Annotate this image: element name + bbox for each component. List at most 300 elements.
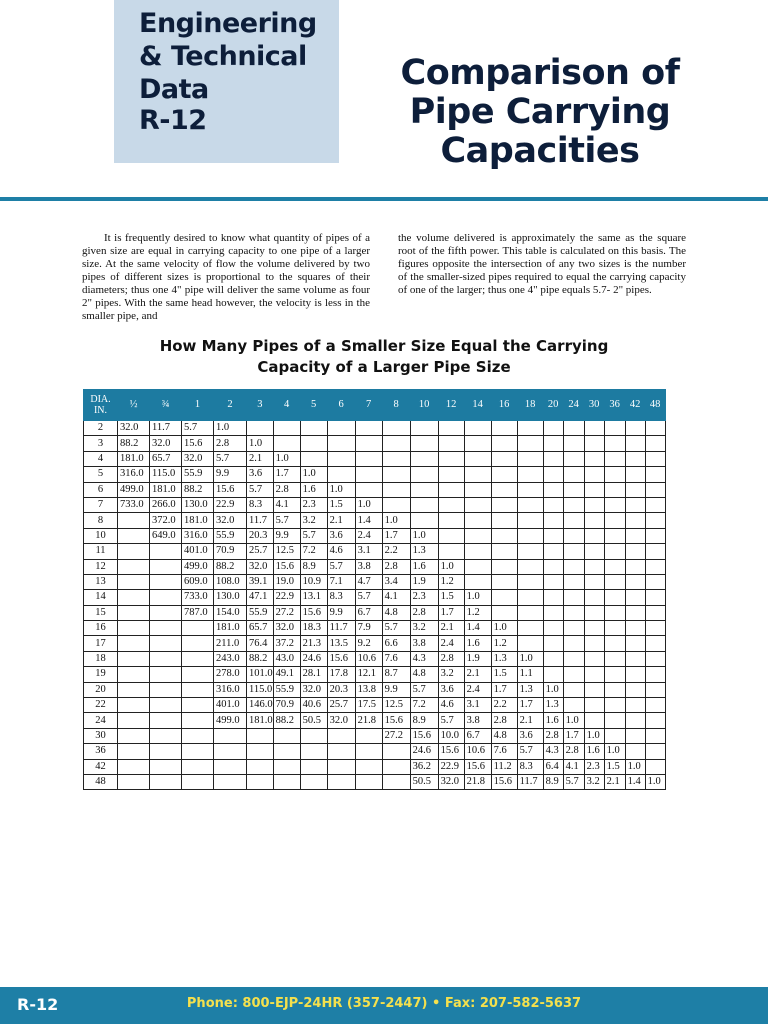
table-cell	[182, 667, 214, 682]
table-cell	[645, 467, 665, 482]
table-cell: 2.4	[438, 636, 464, 651]
table-cell	[517, 497, 543, 512]
table-cell: 1.9	[464, 651, 491, 666]
table-cell: 5.7	[273, 513, 300, 528]
table-cell: 1.0	[300, 467, 327, 482]
table-cell	[584, 590, 604, 605]
table-cell	[625, 621, 645, 636]
table-cell	[410, 497, 438, 512]
table-cell: 130.0	[182, 497, 214, 512]
table-cell: 1.6	[410, 559, 438, 574]
table-cell: 2.8	[491, 713, 517, 728]
table-cell	[464, 513, 491, 528]
table-cell: 36.2	[410, 759, 438, 774]
table-cell: 1.7	[273, 467, 300, 482]
table-cell: 15.6	[327, 651, 355, 666]
table-cell: 22.9	[273, 590, 300, 605]
table-cell: 316.0	[118, 467, 150, 482]
table-cell	[150, 744, 182, 759]
table-cell	[491, 436, 517, 451]
table-cell	[150, 698, 182, 713]
table-cell: 15.6	[438, 744, 464, 759]
table-cell: 55.9	[214, 528, 247, 543]
table-cell	[150, 651, 182, 666]
table-title-line-2: Capacity of a Larger Pipe Size	[257, 358, 511, 376]
table-cell	[382, 482, 410, 497]
table-cell	[543, 513, 563, 528]
table-cell: 40.6	[300, 698, 327, 713]
table-cell	[182, 636, 214, 651]
table-cell: 154.0	[214, 605, 247, 620]
table-cell: 1.5	[438, 590, 464, 605]
row-diameter: 48	[84, 774, 118, 789]
table-cell	[625, 682, 645, 697]
table-cell	[382, 467, 410, 482]
table-row	[84, 667, 666, 682]
table-cell: 3.8	[464, 713, 491, 728]
table-row	[84, 713, 666, 728]
table-cell	[150, 682, 182, 697]
table-cell: 115.0	[247, 682, 274, 697]
table-cell: 8.3	[247, 497, 274, 512]
table-cell: 13.8	[355, 682, 382, 697]
table-cell	[604, 528, 625, 543]
row-diameter: 15	[84, 605, 118, 620]
table-cell: 3.2	[300, 513, 327, 528]
table-cell	[645, 559, 665, 574]
table-cell	[563, 421, 584, 436]
table-cell: 115.0	[150, 467, 182, 482]
row-diameter: 6	[84, 482, 118, 497]
header-line-engineering: Engineering	[139, 8, 317, 39]
table-cell: 278.0	[214, 667, 247, 682]
table-cell	[410, 451, 438, 466]
table-cell	[491, 544, 517, 559]
table-cell	[625, 497, 645, 512]
table-cell: 2.8	[214, 436, 247, 451]
table-cell: 1.7	[563, 728, 584, 743]
table-cell	[517, 436, 543, 451]
table-cell: 88.2	[182, 482, 214, 497]
table-cell	[118, 713, 150, 728]
table-cell	[563, 528, 584, 543]
table-cell	[464, 467, 491, 482]
table-cell: 243.0	[214, 651, 247, 666]
table-cell: 1.3	[517, 682, 543, 697]
table-cell	[491, 574, 517, 589]
table-cell: 5.7	[517, 744, 543, 759]
table-cell: 22.9	[214, 497, 247, 512]
row-diameter: 22	[84, 698, 118, 713]
table-cell	[625, 482, 645, 497]
table-cell	[563, 682, 584, 697]
table-cell: 1.3	[491, 651, 517, 666]
table-cell: 1.4	[355, 513, 382, 528]
table-cell	[584, 559, 604, 574]
table-cell: 50.5	[300, 713, 327, 728]
table-cell	[584, 482, 604, 497]
table-cell: 4.3	[543, 744, 563, 759]
table-cell: 787.0	[182, 605, 214, 620]
table-cell	[410, 467, 438, 482]
table-cell	[604, 728, 625, 743]
table-cell	[645, 713, 665, 728]
table-cell	[517, 636, 543, 651]
table-cell: 2.2	[491, 698, 517, 713]
row-diameter: 14	[84, 590, 118, 605]
table-cell	[355, 421, 382, 436]
table-cell	[382, 451, 410, 466]
row-diameter: 42	[84, 759, 118, 774]
column-header: 36	[604, 390, 625, 421]
table-cell	[273, 421, 300, 436]
table-cell: 733.0	[118, 497, 150, 512]
table-cell	[464, 421, 491, 436]
table-cell: 37.2	[273, 636, 300, 651]
column-header: 12	[438, 390, 464, 421]
table-cell	[182, 744, 214, 759]
table-cell	[182, 698, 214, 713]
table-row	[84, 759, 666, 774]
table-cell: 1.0	[584, 728, 604, 743]
table-cell	[491, 467, 517, 482]
table-cell: 7.9	[355, 621, 382, 636]
table-cell	[355, 451, 382, 466]
table-cell	[327, 744, 355, 759]
row-diameter: 19	[84, 667, 118, 682]
table-cell	[563, 436, 584, 451]
table-cell: 32.0	[247, 559, 274, 574]
table-cell: 1.6	[300, 482, 327, 497]
table-cell: 372.0	[150, 513, 182, 528]
table-cell: 1.9	[410, 574, 438, 589]
table-cell: 3.2	[438, 667, 464, 682]
table-cell	[517, 467, 543, 482]
table-cell: 733.0	[182, 590, 214, 605]
table-cell: 21.3	[300, 636, 327, 651]
table-cell: 55.9	[247, 605, 274, 620]
table-cell	[300, 759, 327, 774]
table-cell	[604, 651, 625, 666]
table-cell	[150, 559, 182, 574]
table-cell	[355, 744, 382, 759]
table-cell	[604, 513, 625, 528]
column-header: 18	[517, 390, 543, 421]
table-cell: 2.1	[604, 774, 625, 789]
table-cell: 43.0	[273, 651, 300, 666]
column-header: 20	[543, 390, 563, 421]
table-cell: 6.7	[355, 605, 382, 620]
table-row	[84, 574, 666, 589]
table-cell: 3.2	[584, 774, 604, 789]
table-cell	[543, 559, 563, 574]
table-cell: 499.0	[118, 482, 150, 497]
table-cell	[625, 744, 645, 759]
intro-paragraph-left: It is frequently desired to know what quantity of pipes of a given size are equal in carrying capacity to one pipe of a larger size. At the same velocity of flow the volume delivered by two pipes of different sizes is proportional to the squares of their diameters; thus one 4" pipe will deliver the same volume as four 2" pipes. With the same head however, the velocity is less in the smaller pipe, and	[82, 232, 370, 322]
table-cell: 39.1	[247, 574, 274, 589]
row-diameter: 17	[84, 636, 118, 651]
table-cell	[604, 451, 625, 466]
table-cell: 9.9	[327, 605, 355, 620]
table-cell	[517, 559, 543, 574]
table-cell	[517, 482, 543, 497]
table-cell: 2.1	[327, 513, 355, 528]
table-cell: 3.8	[410, 636, 438, 651]
table-cell	[491, 497, 517, 512]
table-cell: 55.9	[182, 467, 214, 482]
table-cell	[438, 528, 464, 543]
table-cell	[604, 467, 625, 482]
table-cell	[584, 667, 604, 682]
column-header: 48	[645, 390, 665, 421]
table-cell	[543, 482, 563, 497]
table-header-row	[84, 390, 666, 421]
table-cell	[382, 421, 410, 436]
page-title-line-1: Comparison of	[400, 53, 680, 93]
table-cell	[464, 528, 491, 543]
table-cell	[464, 451, 491, 466]
table-row	[84, 497, 666, 512]
table-cell	[118, 528, 150, 543]
table-row	[84, 744, 666, 759]
table-cell	[604, 482, 625, 497]
table-cell: 2.1	[247, 451, 274, 466]
table-cell: 9.2	[355, 636, 382, 651]
table-cell	[517, 590, 543, 605]
table-cell	[150, 636, 182, 651]
table-cell: 1.0	[382, 513, 410, 528]
table-cell: 2.3	[584, 759, 604, 774]
table-cell	[543, 667, 563, 682]
table-cell: 4.6	[327, 544, 355, 559]
column-header: 5	[300, 390, 327, 421]
column-header: 30	[584, 390, 604, 421]
table-cell	[563, 621, 584, 636]
table-cell: 5.7	[214, 451, 247, 466]
row-diameter: 12	[84, 559, 118, 574]
header-rule	[0, 197, 768, 201]
table-cell	[543, 636, 563, 651]
table-cell: 10.6	[464, 744, 491, 759]
table-cell	[625, 451, 645, 466]
table-cell: 15.6	[182, 436, 214, 451]
table-cell: 17.5	[355, 698, 382, 713]
table-cell	[355, 759, 382, 774]
table-cell: 17.8	[327, 667, 355, 682]
table-cell: 7.6	[382, 651, 410, 666]
table-cell: 20.3	[327, 682, 355, 697]
table-cell	[150, 621, 182, 636]
table-row	[84, 698, 666, 713]
table-cell	[327, 759, 355, 774]
table-cell: 88.2	[247, 651, 274, 666]
row-diameter: 11	[84, 544, 118, 559]
table-cell: 32.0	[182, 451, 214, 466]
table-cell	[150, 774, 182, 789]
table-row	[84, 467, 666, 482]
column-header: ½	[118, 390, 150, 421]
table-cell: 32.0	[300, 682, 327, 697]
table-cell: 24.6	[300, 651, 327, 666]
table-cell: 499.0	[214, 713, 247, 728]
table-cell: 9.9	[382, 682, 410, 697]
table-cell	[604, 497, 625, 512]
table-cell	[118, 682, 150, 697]
table-cell: 20.3	[247, 528, 274, 543]
table-cell: 11.7	[150, 421, 182, 436]
table-cell	[410, 513, 438, 528]
footer-contact: Phone: 800-EJP-24HR (357-2447) • Fax: 207-582-5637	[186, 996, 582, 1011]
table-cell	[563, 559, 584, 574]
table-cell	[118, 698, 150, 713]
table-cell: 11.2	[491, 759, 517, 774]
table-cell: 65.7	[150, 451, 182, 466]
table-cell: 2.3	[300, 497, 327, 512]
table-cell	[355, 436, 382, 451]
row-diameter: 36	[84, 744, 118, 759]
column-header: 14	[464, 390, 491, 421]
table-cell	[543, 497, 563, 512]
table-cell: 6.7	[464, 728, 491, 743]
table-cell: 15.6	[214, 482, 247, 497]
table-cell: 101.0	[247, 667, 274, 682]
table-cell	[182, 713, 214, 728]
table-cell: 1.0	[355, 497, 382, 512]
table-cell	[604, 421, 625, 436]
table-cell	[645, 513, 665, 528]
table-cell	[625, 513, 645, 528]
table-cell: 32.0	[327, 713, 355, 728]
table-cell: 12.5	[273, 544, 300, 559]
table-row	[84, 682, 666, 697]
table-cell	[563, 544, 584, 559]
table-cell	[247, 421, 274, 436]
table-cell: 8.3	[517, 759, 543, 774]
table-cell: 6.4	[543, 759, 563, 774]
table-cell: 88.2	[118, 436, 150, 451]
table-cell	[273, 774, 300, 789]
table-cell: 2.1	[517, 713, 543, 728]
table-cell: 5.7	[327, 559, 355, 574]
table-cell: 1.0	[214, 421, 247, 436]
table-cell: 4.8	[382, 605, 410, 620]
table-cell	[491, 421, 517, 436]
page-title-line-3: Capacities	[440, 131, 640, 171]
page-title-line-2: Pipe Carrying	[409, 92, 671, 132]
table-cell: 1.1	[517, 667, 543, 682]
table-cell: 1.5	[327, 497, 355, 512]
column-header: 10	[410, 390, 438, 421]
table-cell: 9.9	[214, 467, 247, 482]
table-cell: 32.0	[438, 774, 464, 789]
table-cell	[150, 574, 182, 589]
table-cell	[625, 544, 645, 559]
table-cell: 5.7	[182, 421, 214, 436]
table-cell	[118, 605, 150, 620]
table-cell	[604, 544, 625, 559]
table-cell	[584, 605, 604, 620]
table-cell: 4.1	[273, 497, 300, 512]
table-cell: 10.0	[438, 728, 464, 743]
table-cell	[118, 651, 150, 666]
table-cell: 1.5	[491, 667, 517, 682]
table-cell	[182, 774, 214, 789]
table-cell	[214, 744, 247, 759]
table-cell	[491, 605, 517, 620]
table-cell	[118, 774, 150, 789]
table-cell	[491, 590, 517, 605]
table-cell: 211.0	[214, 636, 247, 651]
table-cell: 2.2	[382, 544, 410, 559]
table-cell: 32.0	[150, 436, 182, 451]
table-cell	[273, 436, 300, 451]
table-cell: 1.6	[584, 744, 604, 759]
table-cell: 2.8	[438, 651, 464, 666]
table-cell: 15.6	[382, 713, 410, 728]
table-cell: 1.7	[382, 528, 410, 543]
table-cell: 7.1	[327, 574, 355, 589]
table-cell	[464, 436, 491, 451]
table-cell	[645, 636, 665, 651]
column-header: 42	[625, 390, 645, 421]
table-cell	[150, 590, 182, 605]
table-cell: 2.8	[273, 482, 300, 497]
row-diameter: 4	[84, 451, 118, 466]
table-cell	[300, 728, 327, 743]
table-cell: 32.0	[118, 421, 150, 436]
table-cell	[645, 759, 665, 774]
table-cell: 2.8	[382, 559, 410, 574]
table-cell	[438, 421, 464, 436]
table-cell	[182, 728, 214, 743]
table-cell	[118, 759, 150, 774]
table-cell: 5.7	[410, 682, 438, 697]
table-cell	[382, 436, 410, 451]
column-header: 24	[563, 390, 584, 421]
table-cell: 1.0	[604, 744, 625, 759]
table-cell	[438, 451, 464, 466]
table-cell: 27.2	[273, 605, 300, 620]
table-cell: 27.2	[382, 728, 410, 743]
table-cell: 1.2	[464, 605, 491, 620]
table-cell: 70.9	[273, 698, 300, 713]
header-box	[114, 0, 339, 163]
table-row	[84, 590, 666, 605]
table-cell	[645, 698, 665, 713]
table-cell	[563, 574, 584, 589]
table-cell	[604, 667, 625, 682]
table-cell	[543, 467, 563, 482]
table-cell	[584, 574, 604, 589]
table-cell	[118, 621, 150, 636]
table-cell: 2.1	[438, 621, 464, 636]
column-header: 16	[491, 390, 517, 421]
table-cell	[327, 774, 355, 789]
table-cell	[491, 559, 517, 574]
table-cell	[517, 605, 543, 620]
row-diameter: 18	[84, 651, 118, 666]
table-cell	[150, 728, 182, 743]
table-cell: 13.5	[327, 636, 355, 651]
table-cell: 266.0	[150, 497, 182, 512]
intro-paragraph-right: the volume delivered is approximately the same as the square root of the fifth power. This table is calculated on this basis. The figures opposite the intersection of any two sizes is the number of the smaller-sized pipes required to equal the carrying capacity of one of the larger; thus one 4" pipe equals 5.7- 2" pipes.	[398, 232, 686, 296]
table-cell: 8.9	[410, 713, 438, 728]
table-cell	[214, 728, 247, 743]
table-cell	[604, 621, 625, 636]
table-cell: 3.4	[382, 574, 410, 589]
table-cell	[563, 698, 584, 713]
table-cell	[464, 544, 491, 559]
